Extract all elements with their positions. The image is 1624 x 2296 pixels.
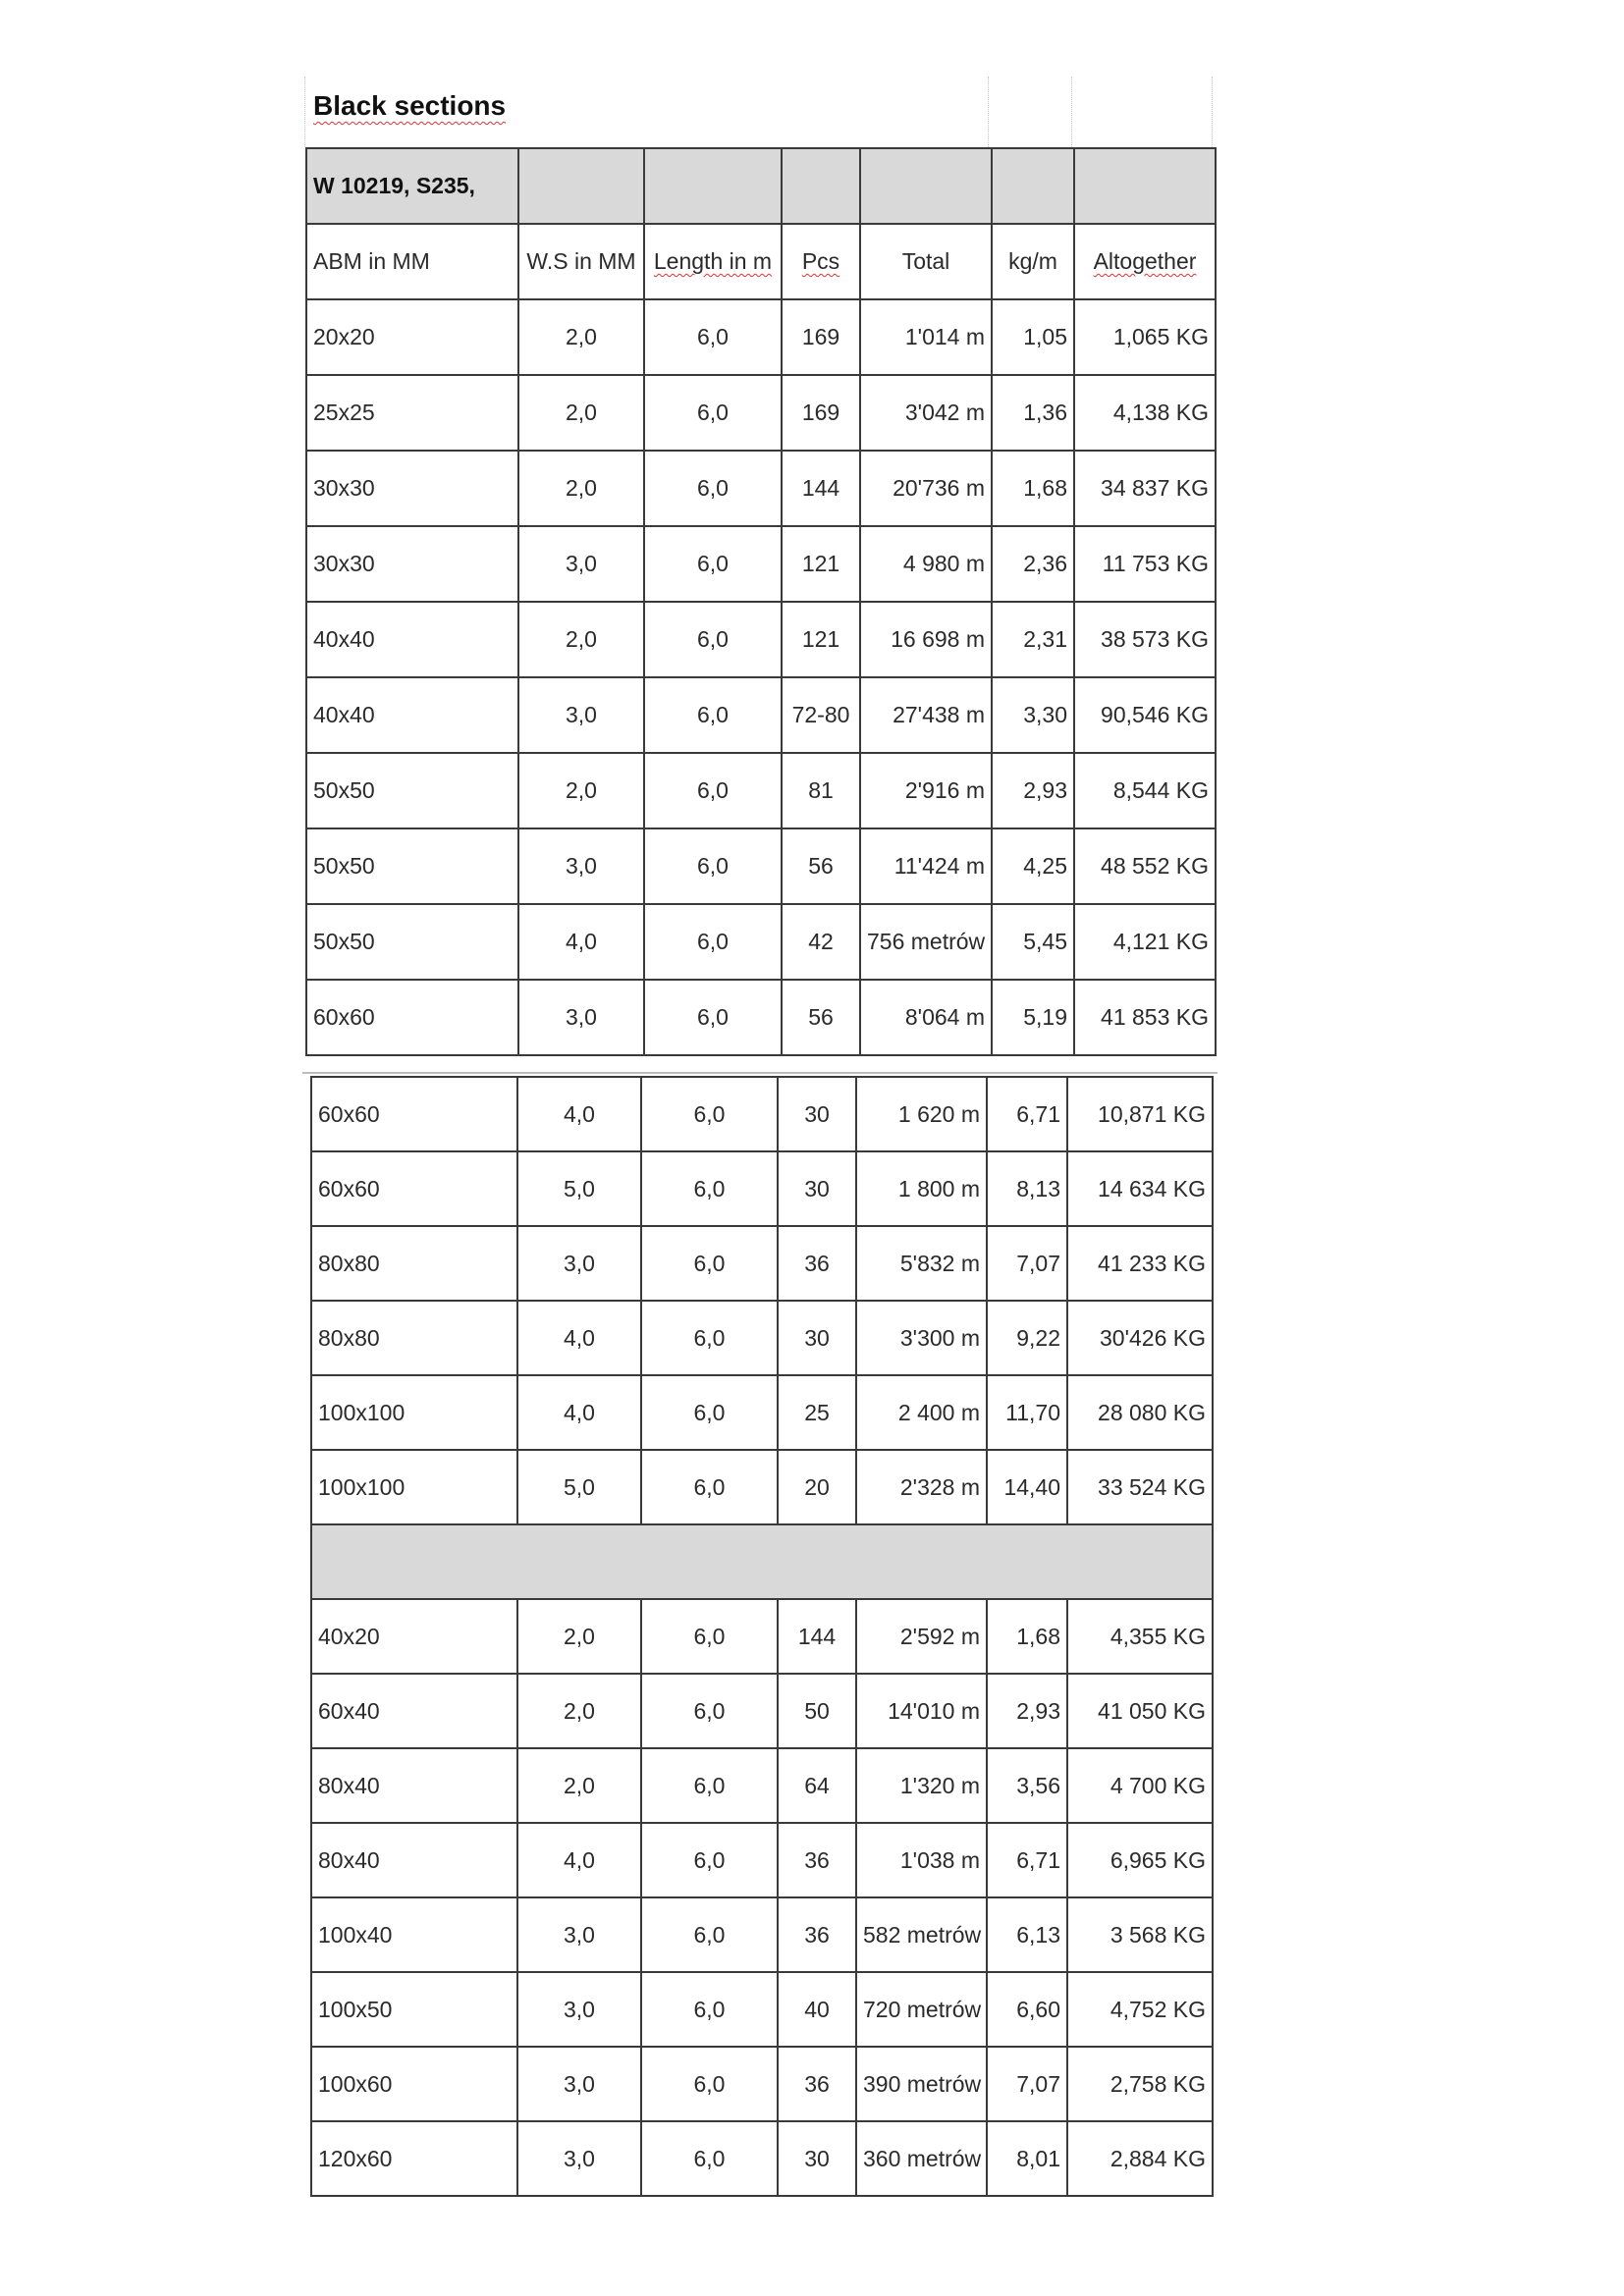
table-row <box>311 1599 1213 1674</box>
cell-kgm: 2,31 <box>992 602 1074 677</box>
cell-kgm: 3,30 <box>992 677 1074 753</box>
cell-total: 1'038 m <box>856 1823 987 1897</box>
cell-altogether: 41 233 KG <box>1067 1226 1213 1301</box>
cell-length: 6,0 <box>641 1077 778 1151</box>
cell-pcs: 30 <box>778 1077 856 1151</box>
cell-total: 14'010 m <box>856 1674 987 1748</box>
cell-altogether: 2,884 KG <box>1067 2121 1213 2196</box>
cell-abm: 100x50 <box>311 1972 517 2047</box>
cell-altogether: 4,121 KG <box>1074 904 1216 980</box>
cell-abm: 60x60 <box>311 1077 517 1151</box>
cell-ws: 3,0 <box>517 2121 641 2196</box>
cell-total: 3'042 m <box>860 375 992 451</box>
cell-pcs: 25 <box>778 1375 856 1450</box>
cell-abm: 100x40 <box>311 1897 517 1972</box>
cell-total: 8'064 m <box>860 980 992 1055</box>
cell-kgm: 8,13 <box>987 1151 1067 1226</box>
cell-ws: 4,0 <box>517 1301 641 1375</box>
cell-pcs: 56 <box>782 980 860 1055</box>
table-row <box>311 2047 1213 2121</box>
cell-pcs: 30 <box>778 2121 856 2196</box>
cell-altogether: 48 552 KG <box>1074 828 1216 904</box>
title-row <box>304 77 1213 147</box>
cell-altogether: 4 700 KG <box>1067 1748 1213 1823</box>
cell-altogether: 41 050 KG <box>1067 1674 1213 1748</box>
table-row <box>311 1375 1213 1450</box>
table-row <box>306 299 1216 375</box>
cell-kgm: 2,93 <box>987 1674 1067 1748</box>
cell-total: 2'592 m <box>856 1599 987 1674</box>
cell-pcs: 121 <box>782 526 860 602</box>
cell-abm: 60x60 <box>306 980 518 1055</box>
table-row <box>311 1674 1213 1748</box>
table-row <box>311 1748 1213 1823</box>
table-row <box>306 375 1216 451</box>
cell-altogether: 4,752 KG <box>1067 1972 1213 2047</box>
cell-kgm: 5,45 <box>992 904 1074 980</box>
cell-altogether: 8,544 KG <box>1074 753 1216 828</box>
table-row <box>311 1823 1213 1897</box>
cell-length: 6,0 <box>641 1599 778 1674</box>
cell-length: 6,0 <box>644 375 782 451</box>
cell-altogether: 38 573 KG <box>1074 602 1216 677</box>
cell-length: 6,0 <box>641 1674 778 1748</box>
cell-pcs: 42 <box>782 904 860 980</box>
table-row <box>306 526 1216 602</box>
cell-pcs: 121 <box>782 602 860 677</box>
empty-cell <box>992 148 1074 224</box>
cell-total: 582 metrów <box>856 1897 987 1972</box>
cell-length: 6,0 <box>641 1226 778 1301</box>
header-pcs <box>782 224 860 299</box>
cell-kgm: 14,40 <box>987 1450 1067 1524</box>
cell-abm: 80x40 <box>311 1823 517 1897</box>
cell-abm: 25x25 <box>306 375 518 451</box>
cell-ws: 3,0 <box>518 526 644 602</box>
cell-altogether: 4,138 KG <box>1074 375 1216 451</box>
cell-total: 1'014 m <box>860 299 992 375</box>
empty-cell <box>518 148 644 224</box>
empty-cell <box>860 148 992 224</box>
cell-kgm: 8,01 <box>987 2121 1067 2196</box>
cell-pcs: 40 <box>778 1972 856 2047</box>
cell-ws: 2,0 <box>517 1748 641 1823</box>
table-row <box>311 2121 1213 2196</box>
cell-length: 6,0 <box>644 677 782 753</box>
cell-ws: 4,0 <box>517 1375 641 1450</box>
page-title: Black sections <box>313 90 507 121</box>
cell-pcs: 20 <box>778 1450 856 1524</box>
cell-altogether: 1,065 KG <box>1074 299 1216 375</box>
sections-table-part-1 <box>305 147 1217 1056</box>
cell-pcs: 169 <box>782 375 860 451</box>
table-row <box>311 1972 1213 2047</box>
cell-ws: 3,0 <box>517 1226 641 1301</box>
header-length <box>644 224 782 299</box>
cell-kgm: 1,36 <box>992 375 1074 451</box>
cell-pcs: 36 <box>778 1897 856 1972</box>
cell-ws: 3,0 <box>518 980 644 1055</box>
cell-length: 6,0 <box>644 451 782 526</box>
cell-pcs: 56 <box>782 828 860 904</box>
cell-pcs: 72-80 <box>782 677 860 753</box>
cell-total: 390 metrów <box>856 2047 987 2121</box>
header-length-text: Length in m <box>653 248 773 274</box>
empty-cell <box>782 148 860 224</box>
cell-altogether: 41 853 KG <box>1074 980 1216 1055</box>
cell-ws: 2,0 <box>518 299 644 375</box>
cell-kgm: 6,71 <box>987 1077 1067 1151</box>
cell-pcs: 30 <box>778 1301 856 1375</box>
cell-ws: 2,0 <box>518 753 644 828</box>
table-row <box>311 1151 1213 1226</box>
cell-length: 6,0 <box>644 526 782 602</box>
cell-abm: 100x100 <box>311 1450 517 1524</box>
cell-ws: 5,0 <box>517 1151 641 1226</box>
cell-kgm: 3,56 <box>987 1748 1067 1823</box>
cell-kgm: 5,19 <box>992 980 1074 1055</box>
cell-kgm: 4,25 <box>992 828 1074 904</box>
cell-length: 6,0 <box>641 1301 778 1375</box>
header-altogether <box>1074 224 1216 299</box>
table-row <box>311 1077 1213 1151</box>
cell-total: 2 400 m <box>856 1375 987 1450</box>
cell-total: 1'320 m <box>856 1748 987 1823</box>
cell-abm: 80x80 <box>311 1226 517 1301</box>
cell-abm: 50x50 <box>306 753 518 828</box>
cell-total: 3'300 m <box>856 1301 987 1375</box>
cell-length: 6,0 <box>641 2047 778 2121</box>
cell-pcs: 30 <box>778 1151 856 1226</box>
cell-abm: 100x60 <box>311 2047 517 2121</box>
cell-altogether: 10,871 KG <box>1067 1077 1213 1151</box>
table-row <box>306 904 1216 980</box>
cell-kgm: 1,68 <box>987 1599 1067 1674</box>
cell-altogether: 33 524 KG <box>1067 1450 1213 1524</box>
cell-total: 11'424 m <box>860 828 992 904</box>
cell-altogether: 2,758 KG <box>1067 2047 1213 2121</box>
cell-ws: 4,0 <box>517 1077 641 1151</box>
cell-abm: 20x20 <box>306 299 518 375</box>
cell-abm: 40x40 <box>306 677 518 753</box>
cell-kgm: 6,60 <box>987 1972 1067 2047</box>
table-row <box>306 828 1216 904</box>
cell-ws: 2,0 <box>517 1599 641 1674</box>
cell-altogether: 6,965 KG <box>1067 1823 1213 1897</box>
cell-length: 6,0 <box>641 1897 778 1972</box>
cell-pcs: 64 <box>778 1748 856 1823</box>
cell-abm: 60x40 <box>311 1674 517 1748</box>
table-row <box>306 980 1216 1055</box>
separator-cell <box>311 1524 1213 1599</box>
cell-altogether: 3 568 KG <box>1067 1897 1213 1972</box>
cell-length: 6,0 <box>641 1748 778 1823</box>
header-pcs-text: Pcs <box>801 248 840 274</box>
empty-cell <box>644 148 782 224</box>
cell-ws: 3,0 <box>517 1897 641 1972</box>
cell-pcs: 169 <box>782 299 860 375</box>
cell-altogether: 28 080 KG <box>1067 1375 1213 1450</box>
cell-length: 6,0 <box>641 1151 778 1226</box>
cell-altogether: 11 753 KG <box>1074 526 1216 602</box>
page-seam <box>302 1072 1218 1074</box>
table-row <box>306 677 1216 753</box>
cell-length: 6,0 <box>644 753 782 828</box>
cell-ws: 3,0 <box>517 2047 641 2121</box>
cell-kgm: 1,68 <box>992 451 1074 526</box>
cell-abm: 40x20 <box>311 1599 517 1674</box>
cell-length: 6,0 <box>644 980 782 1055</box>
cell-ws: 3,0 <box>518 828 644 904</box>
cell-total: 1 620 m <box>856 1077 987 1151</box>
header-row <box>306 224 1216 299</box>
cell-kgm: 11,70 <box>987 1375 1067 1450</box>
cell-pcs: 81 <box>782 753 860 828</box>
cell-abm: 40x40 <box>306 602 518 677</box>
header-total: Total <box>860 224 992 299</box>
cell-ws: 2,0 <box>518 451 644 526</box>
cell-length: 6,0 <box>641 2121 778 2196</box>
cell-pcs: 36 <box>778 1823 856 1897</box>
cell-kgm: 6,71 <box>987 1823 1067 1897</box>
cell-length: 6,0 <box>641 1972 778 2047</box>
cell-length: 6,0 <box>644 828 782 904</box>
spec-row <box>306 148 1216 224</box>
cell-length: 6,0 <box>644 299 782 375</box>
cell-ws: 3,0 <box>518 677 644 753</box>
column-guide <box>1212 77 1213 147</box>
cell-pcs: 50 <box>778 1674 856 1748</box>
table-row <box>306 753 1216 828</box>
cell-abm: 120x60 <box>311 2121 517 2196</box>
table-row <box>311 1226 1213 1301</box>
spec-cell: W 10219, S235, <box>306 148 518 224</box>
table-row <box>306 602 1216 677</box>
cell-total: 360 metrów <box>856 2121 987 2196</box>
table-row <box>311 1450 1213 1524</box>
table-row <box>311 1897 1213 1972</box>
cell-length: 6,0 <box>644 904 782 980</box>
cell-total: 27'438 m <box>860 677 992 753</box>
cell-ws: 3,0 <box>517 1972 641 2047</box>
cell-kgm: 2,36 <box>992 526 1074 602</box>
cell-abm: 30x30 <box>306 451 518 526</box>
cell-kgm: 7,07 <box>987 1226 1067 1301</box>
empty-cell <box>1074 148 1216 224</box>
cell-altogether: 4,355 KG <box>1067 1599 1213 1674</box>
cell-length: 6,0 <box>641 1375 778 1450</box>
cell-kgm: 2,93 <box>992 753 1074 828</box>
cell-abm: 50x50 <box>306 904 518 980</box>
cell-total: 2'328 m <box>856 1450 987 1524</box>
cell-total: 4 980 m <box>860 526 992 602</box>
cell-abm: 30x30 <box>306 526 518 602</box>
cell-ws: 2,0 <box>517 1674 641 1748</box>
cell-total: 5'832 m <box>856 1226 987 1301</box>
cell-abm: 50x50 <box>306 828 518 904</box>
cell-ws: 2,0 <box>518 602 644 677</box>
cell-kgm: 7,07 <box>987 2047 1067 2121</box>
cell-altogether: 34 837 KG <box>1074 451 1216 526</box>
cell-abm: 80x80 <box>311 1301 517 1375</box>
cell-total: 20'736 m <box>860 451 992 526</box>
cell-kgm: 9,22 <box>987 1301 1067 1375</box>
cell-pcs: 36 <box>778 1226 856 1301</box>
cell-abm: 100x100 <box>311 1375 517 1450</box>
header-altogether-text: Altogether <box>1093 248 1197 274</box>
cell-length: 6,0 <box>641 1450 778 1524</box>
cell-ws: 2,0 <box>518 375 644 451</box>
cell-total: 720 metrów <box>856 1972 987 2047</box>
cell-abm: 60x60 <box>311 1151 517 1226</box>
cell-altogether: 30'426 KG <box>1067 1301 1213 1375</box>
cell-altogether: 90,546 KG <box>1074 677 1216 753</box>
cell-ws: 4,0 <box>517 1823 641 1897</box>
cell-ws: 5,0 <box>517 1450 641 1524</box>
header-ws: W.S in MM <box>518 224 644 299</box>
table-row <box>311 1301 1213 1375</box>
column-guide <box>1071 77 1072 147</box>
cell-total: 16 698 m <box>860 602 992 677</box>
table-row <box>306 451 1216 526</box>
header-abm: ABM in MM <box>306 224 518 299</box>
cell-length: 6,0 <box>644 602 782 677</box>
cell-kgm: 6,13 <box>987 1897 1067 1972</box>
cell-ws: 4,0 <box>518 904 644 980</box>
cell-altogether: 14 634 KG <box>1067 1151 1213 1226</box>
cell-abm: 80x40 <box>311 1748 517 1823</box>
cell-kgm: 1,05 <box>992 299 1074 375</box>
cell-pcs: 144 <box>778 1599 856 1674</box>
column-guide <box>988 77 989 147</box>
header-kgm: kg/m <box>992 224 1074 299</box>
separator-row <box>311 1524 1213 1599</box>
sections-table-part-2 <box>310 1076 1214 2197</box>
cell-pcs: 144 <box>782 451 860 526</box>
cell-total: 756 metrów <box>860 904 992 980</box>
cell-pcs: 36 <box>778 2047 856 2121</box>
cell-total: 1 800 m <box>856 1151 987 1226</box>
cell-total: 2'916 m <box>860 753 992 828</box>
cell-length: 6,0 <box>641 1823 778 1897</box>
